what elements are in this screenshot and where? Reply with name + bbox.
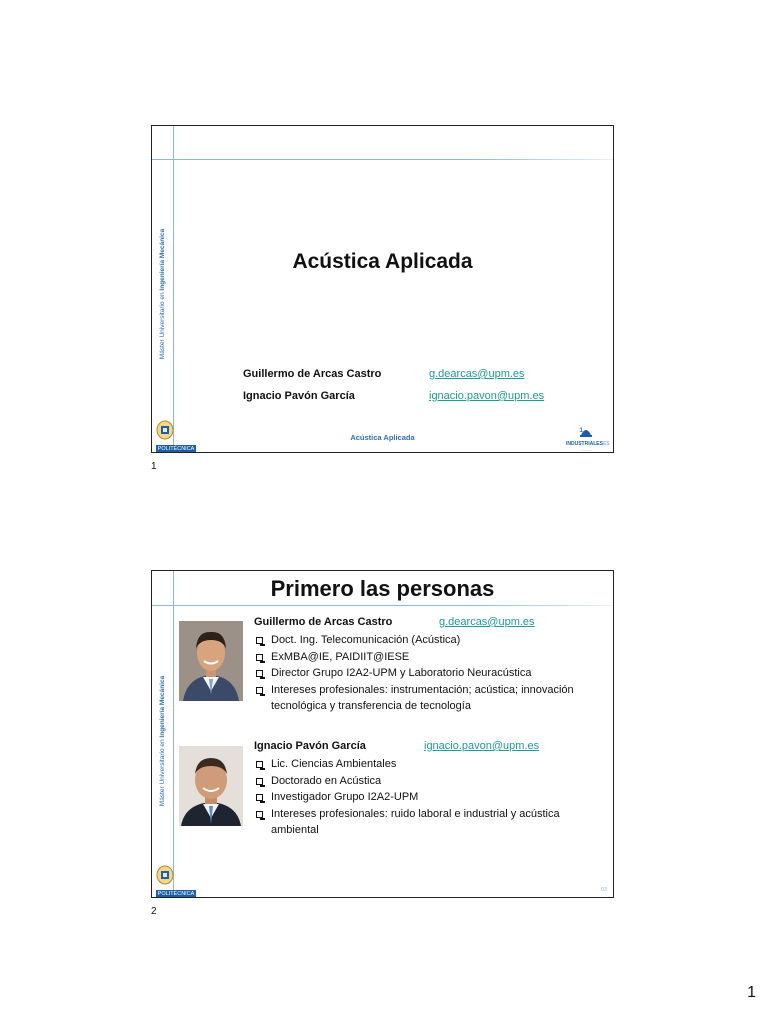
slide-footer: Acústica Aplicada [350,433,415,442]
person-name: Guillermo de Arcas Castro [254,616,393,628]
page-number: 1 [747,984,756,1001]
slide-page-number: 03 [600,887,607,893]
checkbox-bullet-icon [256,670,263,677]
slide-title: Primero las personas [270,576,495,601]
industriales-logo-rule: ——— [580,447,592,452]
person-bullet-list [256,632,606,715]
checkbox-bullet-icon [256,761,263,768]
vertical-accent-line [173,571,174,897]
list-item: Intereses profesionales: ruido laboral e industrial y acústica ambiental [256,806,606,839]
upm-logo [156,865,196,898]
crest-icon [156,865,174,885]
slide-caption-number: 2 [151,906,157,917]
slide-caption-number: 1 [151,461,157,472]
person-photo [179,621,243,701]
industriales-logo-text: INDUSTRIALESES [566,441,610,447]
author-email-link[interactable]: g.dearcas@upm.es [429,368,525,380]
upm-logo-text: POLITÉCNICA [157,891,195,897]
list-item: Doct. Ing. Telecomunicación (Acústica) [256,632,606,649]
portrait-image [179,746,243,826]
person-email-link[interactable]: ignacio.pavon@upm.es [424,740,540,752]
checkbox-bullet-icon [256,811,263,818]
dome-icon [579,425,593,437]
checkbox-bullet-icon [256,778,263,785]
list-item: Doctorado en Acústica [256,773,606,790]
upm-logo-text: POLITÉCNICA [157,446,195,452]
horizontal-accent-line [152,605,613,606]
vertical-accent-line [173,126,174,452]
person-bullet-list [256,756,606,839]
person-photo [179,746,243,826]
slide-2 [151,570,614,898]
portrait-image [179,621,243,701]
author-name: Ignacio Pavón García [243,390,355,402]
industriales-logo [566,422,610,452]
checkbox-bullet-icon [256,687,263,694]
person-email-link[interactable]: g.dearcas@upm.es [439,616,535,628]
slide-1 [151,125,614,453]
author-name: Guillermo de Arcas Castro [243,368,382,380]
author-email-link[interactable]: ignacio.pavon@upm.es [429,390,545,402]
horizontal-accent-line [152,159,613,160]
person-name: Ignacio Pavón García [254,740,366,752]
list-item: ExMBA@IE, PAIDIIT@IESE [256,649,606,666]
list-item: Director Grupo I2A2-UPM y Laboratorio Neuracústica [256,665,606,682]
checkbox-bullet-icon [256,794,263,801]
checkbox-bullet-icon [256,637,263,644]
checkbox-bullet-icon [256,654,263,661]
sidebar-program-label: Máster Universitario en Ingeniería Mecánica [159,675,166,807]
list-item: Lic. Ciencias Ambientales [256,756,606,773]
slide-title: Acústica Aplicada [292,250,473,273]
slide-page-number: 1 [579,427,583,434]
list-item: Intereses profesionales: instrumentación; acústica; innovación tecnológica y transferencia de tecnología [256,682,606,715]
sidebar-program-label: Máster Universitario en Ingeniería Mecánica [159,228,166,360]
list-item: Investigador Grupo I2A2-UPM [256,789,606,806]
